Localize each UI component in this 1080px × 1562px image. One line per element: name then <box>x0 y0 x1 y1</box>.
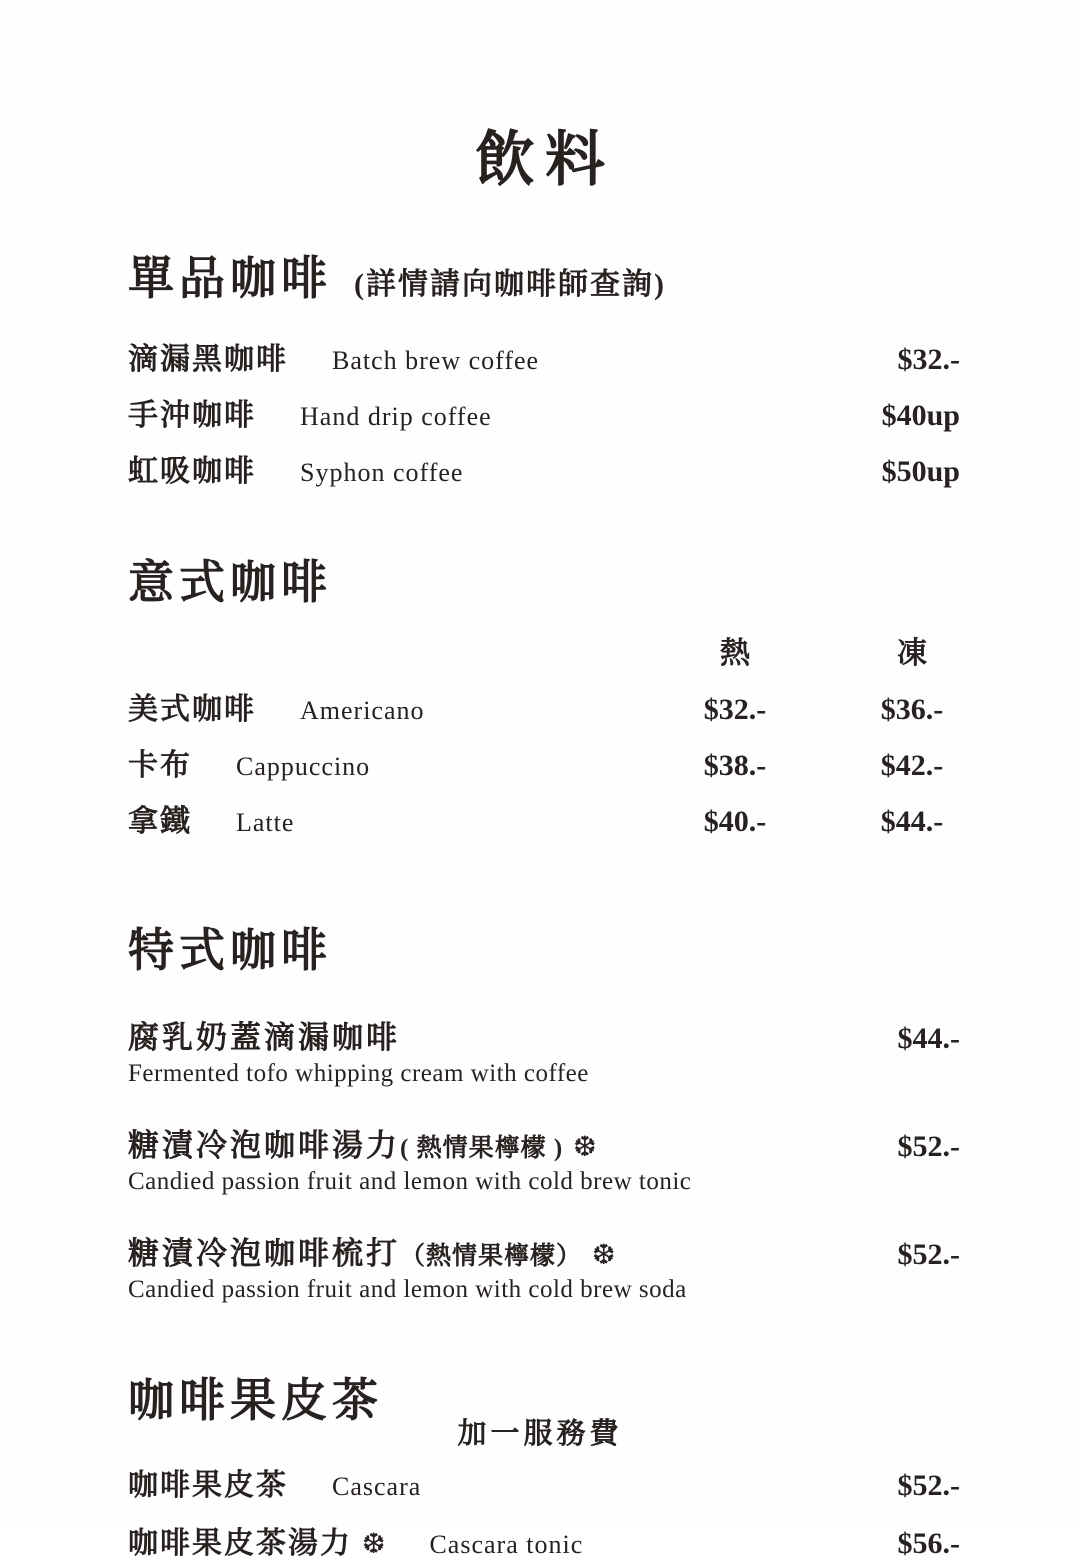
item-price: $44.- <box>897 1022 960 1055</box>
item-name-en: Syphon coffee <box>300 458 464 487</box>
menu-content <box>0 242 1080 1562</box>
section-note: (詳情請向咖啡師查詢) <box>354 268 666 301</box>
item-name-en: Hand drip coffee <box>300 402 492 431</box>
section-title: 意式咖啡 <box>128 557 332 608</box>
item-head <box>128 1012 960 1057</box>
snowflake-icon: ❆ <box>573 1130 597 1163</box>
section-espresso-header <box>128 546 960 612</box>
item-price: $50up <box>881 455 960 488</box>
menu-item-cold-brew-tonic <box>128 1120 960 1196</box>
item-name-zh: 咖啡果皮茶湯力 <box>128 1527 352 1560</box>
section-specialty-header <box>128 914 960 980</box>
snowflake-icon: ❆ <box>362 1527 386 1560</box>
item-name-zh: 拿鐵 <box>128 805 192 838</box>
item-name-zh: 腐乳奶蓋滴漏咖啡 <box>128 1020 400 1055</box>
item-price: $40up <box>881 399 960 432</box>
section-specialty <box>128 914 960 1304</box>
item-name-en: Cascara tonic <box>429 1530 584 1559</box>
cascara-items <box>128 1460 960 1562</box>
section-espresso <box>128 546 960 840</box>
menu-item-fermented-tofu-coffee <box>128 1012 960 1088</box>
menu-item-batch-brew <box>128 334 960 378</box>
espresso-column-headers <box>128 628 960 672</box>
item-name-note: （熱情果檸檬） <box>400 1243 583 1270</box>
item-price: $52.- <box>897 1238 960 1271</box>
item-price-hot: $38.- <box>703 749 767 782</box>
item-price: $52.- <box>897 1469 960 1502</box>
section-title: 咖啡果皮茶 <box>128 1375 383 1426</box>
item-name-note: ( 熱情果檸檬 ) <box>400 1135 564 1162</box>
item-description: Candied passion fruit and lemon with cold brew soda <box>128 1276 687 1303</box>
menu-item-cascara <box>128 1460 960 1504</box>
item-price-hot: $40.- <box>703 805 767 838</box>
snowflake-icon: ❆ <box>592 1238 616 1271</box>
item-name-en: Cappuccino <box>236 752 371 781</box>
section-title: 單品咖啡 <box>128 253 332 304</box>
item-description: Candied passion fruit and lemon with cold brew tonic <box>128 1168 692 1195</box>
item-description: Fermented tofo whipping cream with coffee <box>128 1060 589 1087</box>
item-name-zh: 滴漏黑咖啡 <box>128 343 288 376</box>
item-name-en: Cascara <box>332 1472 422 1501</box>
item-price-hot: $32.- <box>703 693 767 726</box>
item-name-zh: 糖漬冷泡咖啡湯力 <box>128 1128 400 1163</box>
item-name-en: Latte <box>236 808 295 837</box>
section-single-origin-header <box>128 242 960 308</box>
item-name-en: Americano <box>300 696 425 725</box>
item-name-en: Batch brew coffee <box>332 346 540 375</box>
column-header-iced: 凍 <box>897 637 927 670</box>
menu-item-hand-drip <box>128 390 960 434</box>
item-head <box>128 1228 960 1273</box>
item-name-zh: 虹吸咖啡 <box>128 455 256 488</box>
service-charge-note: 加一服務費 <box>457 1418 623 1450</box>
item-name <box>128 740 670 784</box>
item-price-iced: $36.- <box>880 693 944 726</box>
item-name <box>128 796 670 840</box>
page-title: 飲料 <box>475 127 615 193</box>
espresso-items <box>128 684 960 840</box>
item-name <box>128 684 670 728</box>
single-origin-items <box>128 334 960 490</box>
section-cascara <box>128 1364 960 1562</box>
section-single-origin <box>128 242 960 490</box>
menu-item-cascara-tonic <box>128 1518 960 1562</box>
item-name-zh: 卡布 <box>128 749 192 782</box>
menu-item-latte <box>128 796 960 840</box>
section-title: 特式咖啡 <box>128 925 332 976</box>
column-header-hot: 熱 <box>720 637 750 670</box>
item-head <box>128 1120 960 1165</box>
menu-item-syphon <box>128 446 960 490</box>
item-price: $32.- <box>897 343 960 376</box>
item-name-zh: 美式咖啡 <box>128 693 256 726</box>
item-price: $56.- <box>897 1527 960 1560</box>
menu-item-cappuccino <box>128 740 960 784</box>
item-name-zh: 咖啡果皮茶 <box>128 1469 288 1502</box>
item-price-iced: $42.- <box>880 749 944 782</box>
item-price: $52.- <box>897 1130 960 1163</box>
item-name-zh: 手沖咖啡 <box>128 399 256 432</box>
menu-item-cold-brew-soda <box>128 1228 960 1304</box>
menu-item-americano <box>128 684 960 728</box>
item-name-zh: 糖漬冷泡咖啡梳打 <box>128 1236 400 1271</box>
item-price-iced: $44.- <box>880 805 944 838</box>
